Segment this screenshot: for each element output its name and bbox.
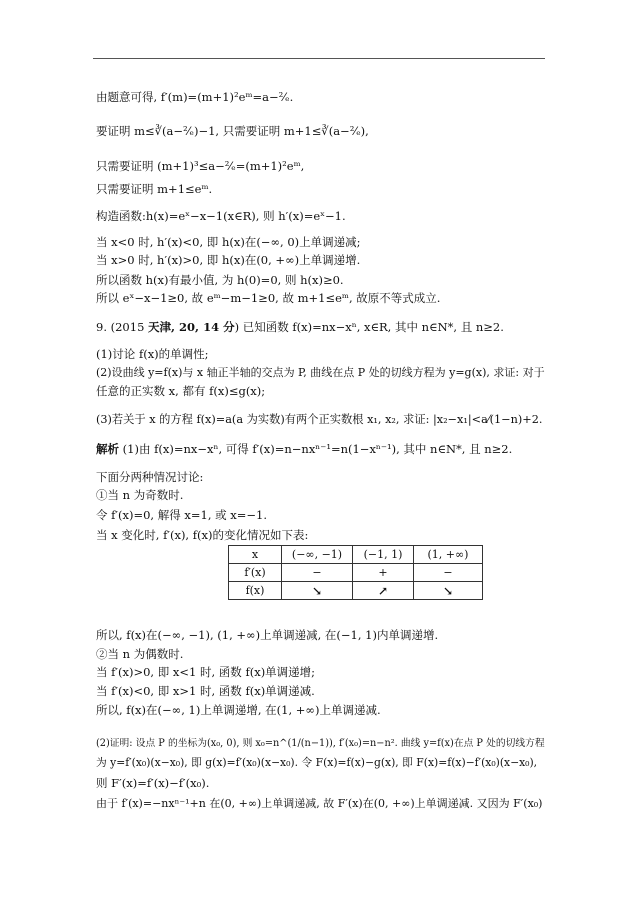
text-line: 当 f′(x)>0, 即 x<1 时, 函数 f(x)单调递增; xyxy=(96,665,316,679)
text-line: (1)讨论 f(x)的单调性; xyxy=(96,347,209,361)
table-row xyxy=(229,564,483,582)
problem-heading: 9. (2015 天津, 20, 14 分) 已知函数 f(x)=nx−xⁿ, x∈R, 其中 n∈N*, 且 n≥2. xyxy=(96,320,504,334)
text-line: 只需要证明 (m+1)³≤a−²⁄ₑ=(m+1)²eᵐ, xyxy=(96,159,305,173)
header-rule xyxy=(93,58,545,59)
text-line: 所以函数 h(x)有最小值, 为 h(0)=0, 则 h(x)≥0. xyxy=(96,273,344,287)
text-line: 由题意可得, f′(m)=(m+1)²eᵐ=a−²⁄ₑ. xyxy=(96,90,294,104)
text-line: (2)证明: 设点 P 的坐标为(x₀, 0), 则 x₀=n^(1/(n−1)), f′(x₀)=n−n². 曲线 y=f(x)在点 P 处的切线方程 xyxy=(96,738,545,749)
table-cell: (1, +∞) xyxy=(414,546,483,564)
table-cell: x xyxy=(229,546,282,564)
table-header-row xyxy=(229,546,483,564)
variation-table xyxy=(228,545,483,600)
table-cell: − xyxy=(414,564,483,582)
text-line: 要证明 m≤∛(a−²⁄ₑ)−1, 只需要证明 m+1≤∛(a−²⁄ₑ), xyxy=(96,124,369,138)
text-line: (3)若关于 x 的方程 f(x)=a(a 为实数)有两个正实数根 x₁, x₂, 求证: |x₂−x₁|<a⁄(1−n)+2. xyxy=(96,413,543,426)
text-line: 所以 eˣ−x−1≥0, 故 eᵐ−m−1≥0, 故 m+1≤eᵐ, 故原不等式成立. xyxy=(96,291,441,305)
table-cell: f(x) xyxy=(229,582,282,600)
text-line: ①当 n 为奇数时. xyxy=(96,488,184,502)
text-line: 当 f′(x)<0, 即 x>1 时, 函数 f(x)单调递减. xyxy=(96,684,315,698)
text-line: 所以, f(x)在(−∞, −1), (1, +∞)上单调递减, 在(−1, 1)内单调递增. xyxy=(96,628,439,642)
arrow-down-right-icon: ↘ xyxy=(414,582,483,600)
text-line: 为 y=f′(x₀)(x−x₀), 即 g(x)=f′(x₀)(x−x₀). 令 F(x)=f(x)−g(x), 即 F(x)=f(x)−f′(x₀)(x−x₀), xyxy=(96,756,538,769)
solution-line: 解析 (1)由 f(x)=nx−xⁿ, 可得 f′(x)=n−nxⁿ⁻¹=n(1−xⁿ⁻¹), 其中 n∈N*, 且 n≥2. xyxy=(96,442,513,456)
table-row xyxy=(229,582,483,600)
text-line: 令 f′(x)=0, 解得 x=1, 或 x=−1. xyxy=(96,508,268,522)
text-line: 当 x 变化时, f′(x), f(x)的变化情况如下表: xyxy=(96,528,309,542)
text-line: 下面分两种情况讨论: xyxy=(96,470,204,484)
text-line: ②当 n 为偶数时. xyxy=(96,647,184,661)
text-line: 由于 f′(x)=−nxⁿ⁻¹+n 在(0, +∞)上单调递减, 故 F′(x)在(0, +∞)上单调递减. 又因为 F′(x₀) xyxy=(96,797,543,810)
text-line: 只需要证明 m+1≤eᵐ. xyxy=(96,182,213,196)
table-cell: − xyxy=(282,564,353,582)
text-line: 当 x<0 时, h′(x)<0, 即 h(x)在(−∞, 0)上单调递减; xyxy=(96,235,361,249)
text-line: 当 x>0 时, h′(x)>0, 即 h(x)在(0, +∞)上单调递增. xyxy=(96,253,361,267)
table-cell: f′(x) xyxy=(229,564,282,582)
table-cell: + xyxy=(353,564,414,582)
text-line: 构造函数:h(x)=eˣ−x−1(x∈R), 则 h′(x)=eˣ−1. xyxy=(96,209,346,223)
table-cell: (−1, 1) xyxy=(353,546,414,564)
text-line: 所以, f(x)在(−∞, 1)上单调递增, 在(1, +∞)上单调递减. xyxy=(96,703,381,717)
table-cell: (−∞, −1) xyxy=(282,546,353,564)
text-line: 任意的正实数 x, 都有 f(x)≤g(x); xyxy=(96,384,266,398)
text-line: (2)设曲线 y=f(x)与 x 轴正半轴的交点为 P, 曲线在点 P 处的切线方程为 y=g(x), 求证: 对于 xyxy=(96,366,545,379)
arrow-down-right-icon: ↘ xyxy=(282,582,353,600)
text-line: 则 F′(x)=f′(x)−f′(x₀). xyxy=(96,776,210,790)
arrow-up-right-icon: ↗ xyxy=(353,582,414,600)
